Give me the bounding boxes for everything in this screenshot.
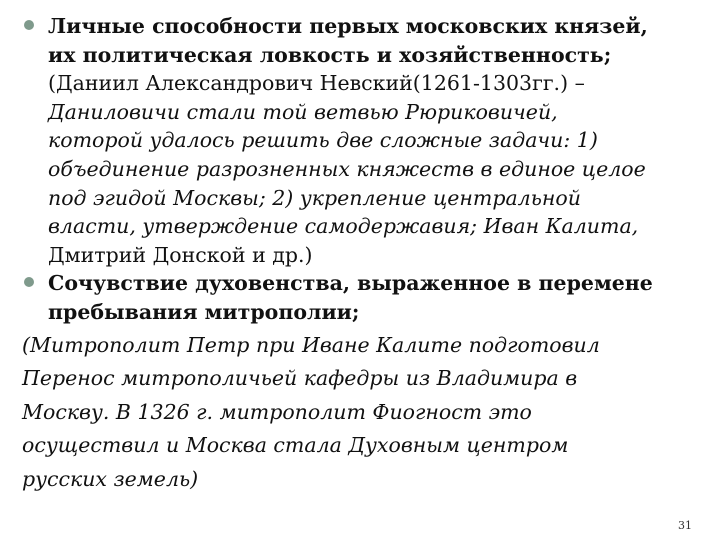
paragraph-line-4: осуществил и Москва стала Духовным центром bbox=[22, 433, 569, 458]
page-number: 31 bbox=[678, 519, 692, 532]
bullet-1-line-4: Даниловичи стали той ветвью Рюриковичей, bbox=[48, 99, 558, 124]
bullet-dot-icon bbox=[24, 277, 34, 287]
bullet-1-line-1: Личные способности первых московских князей, bbox=[48, 14, 648, 38]
slide-content bbox=[22, 12, 700, 496]
paragraph-line-1: (Митрополит Петр при Иване Калите подготовил bbox=[22, 332, 600, 357]
paragraph-line-3: Москву. В 1326 г. митрополит Фиогност это bbox=[22, 399, 532, 424]
bullet-1-line-9: Дмитрий Донской и др.) bbox=[48, 242, 313, 267]
bullet-1-line-8: власти, утверждение самодержавия; Иван Калита, bbox=[48, 214, 639, 239]
bullet-item-1 bbox=[22, 12, 700, 269]
bullet-1-line-2: их политическая ловкость и хозяйственность; bbox=[48, 42, 612, 67]
bullet-1-line-3: (Даниил Александрович Невский(1261-1303гг.) – bbox=[48, 71, 585, 96]
italic-paragraph bbox=[22, 329, 700, 497]
bullet-1-line-6: объединение разрозненных княжеств в единое целое bbox=[48, 156, 646, 181]
bullet-2-line-2: пребывания митрополии; bbox=[48, 299, 360, 324]
paragraph-line-2: Перенос митрополичьей кафедры из Владимира в bbox=[22, 366, 578, 391]
bullet-dot-icon bbox=[24, 20, 34, 30]
bullet-1-line-5: которой удалось решить две сложные задачи: 1) bbox=[48, 128, 598, 153]
bullet-1-line-7: под эгидой Москвы; 2) укрепление центральной bbox=[48, 185, 581, 210]
bullet-item-2 bbox=[22, 269, 700, 326]
bullet-2-line-1: Сочувствие духовенства, выраженное в перемене bbox=[48, 271, 653, 296]
paragraph-line-5: русских земель) bbox=[22, 466, 199, 491]
